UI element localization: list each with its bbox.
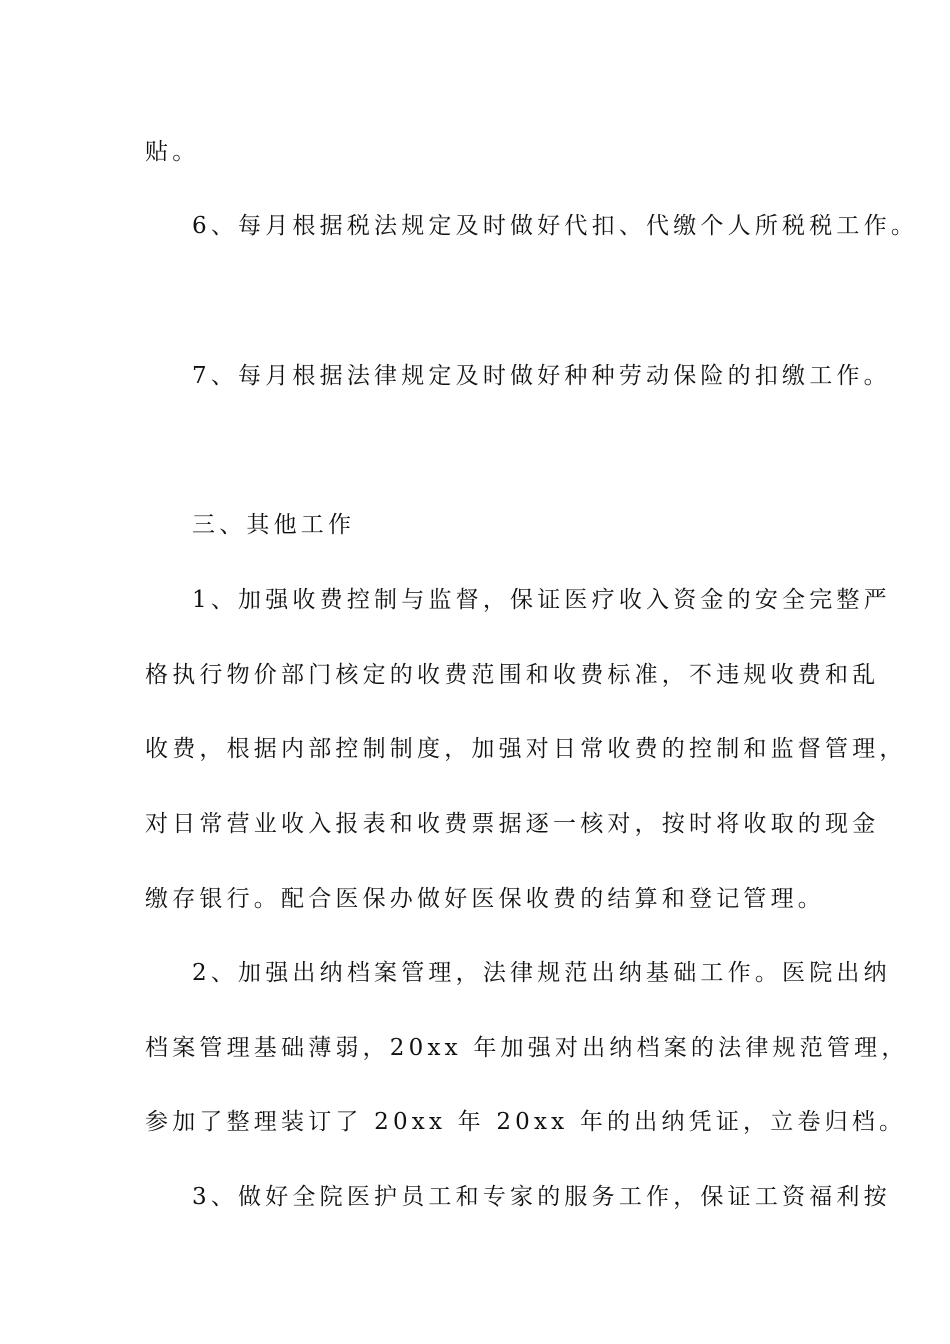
text-line: 参加了整理装订了 20xx 年 20xx 年的出纳凭证，立卷归档。 [145,1109,907,1135]
text-line: 3、做好全院医护员工和专家的服务工作，保证工资福利按 [192,1184,891,1210]
text-line: 1、加强收费控制与监督，保证医疗收入资金的安全完整严 [192,587,891,613]
text-line: 格执行物价部门核定的收费范围和收费标准，不违规收费和乱 [145,662,880,688]
text-line: 6、每月根据税法规定及时做好代扣、代缴个人所税税工作。 [192,213,919,239]
text-line: 对日常营业收入报表和收费票据逐一核对，按时将收取的现金 [145,811,880,837]
text-line: 7、每月根据法律规定及时做好种种劳动保险的扣缴工作。 [192,363,891,389]
text-line: 收费，根据内部控制制度，加强对日常收费的控制和监督管理， [145,736,907,762]
text-line: 缴存银行。配合医保办做好医保收费的结算和登记管理。 [145,886,825,912]
section-heading: 三、其他工作 [192,512,356,538]
text-line: 贴。 [145,139,200,165]
text-line: 档案管理基础薄弱，20xx 年加强对出纳档案的法律规范管理， [145,1035,909,1061]
text-line: 2、加强出纳档案管理，法律规范出纳基础工作。医院出纳 [192,960,891,986]
